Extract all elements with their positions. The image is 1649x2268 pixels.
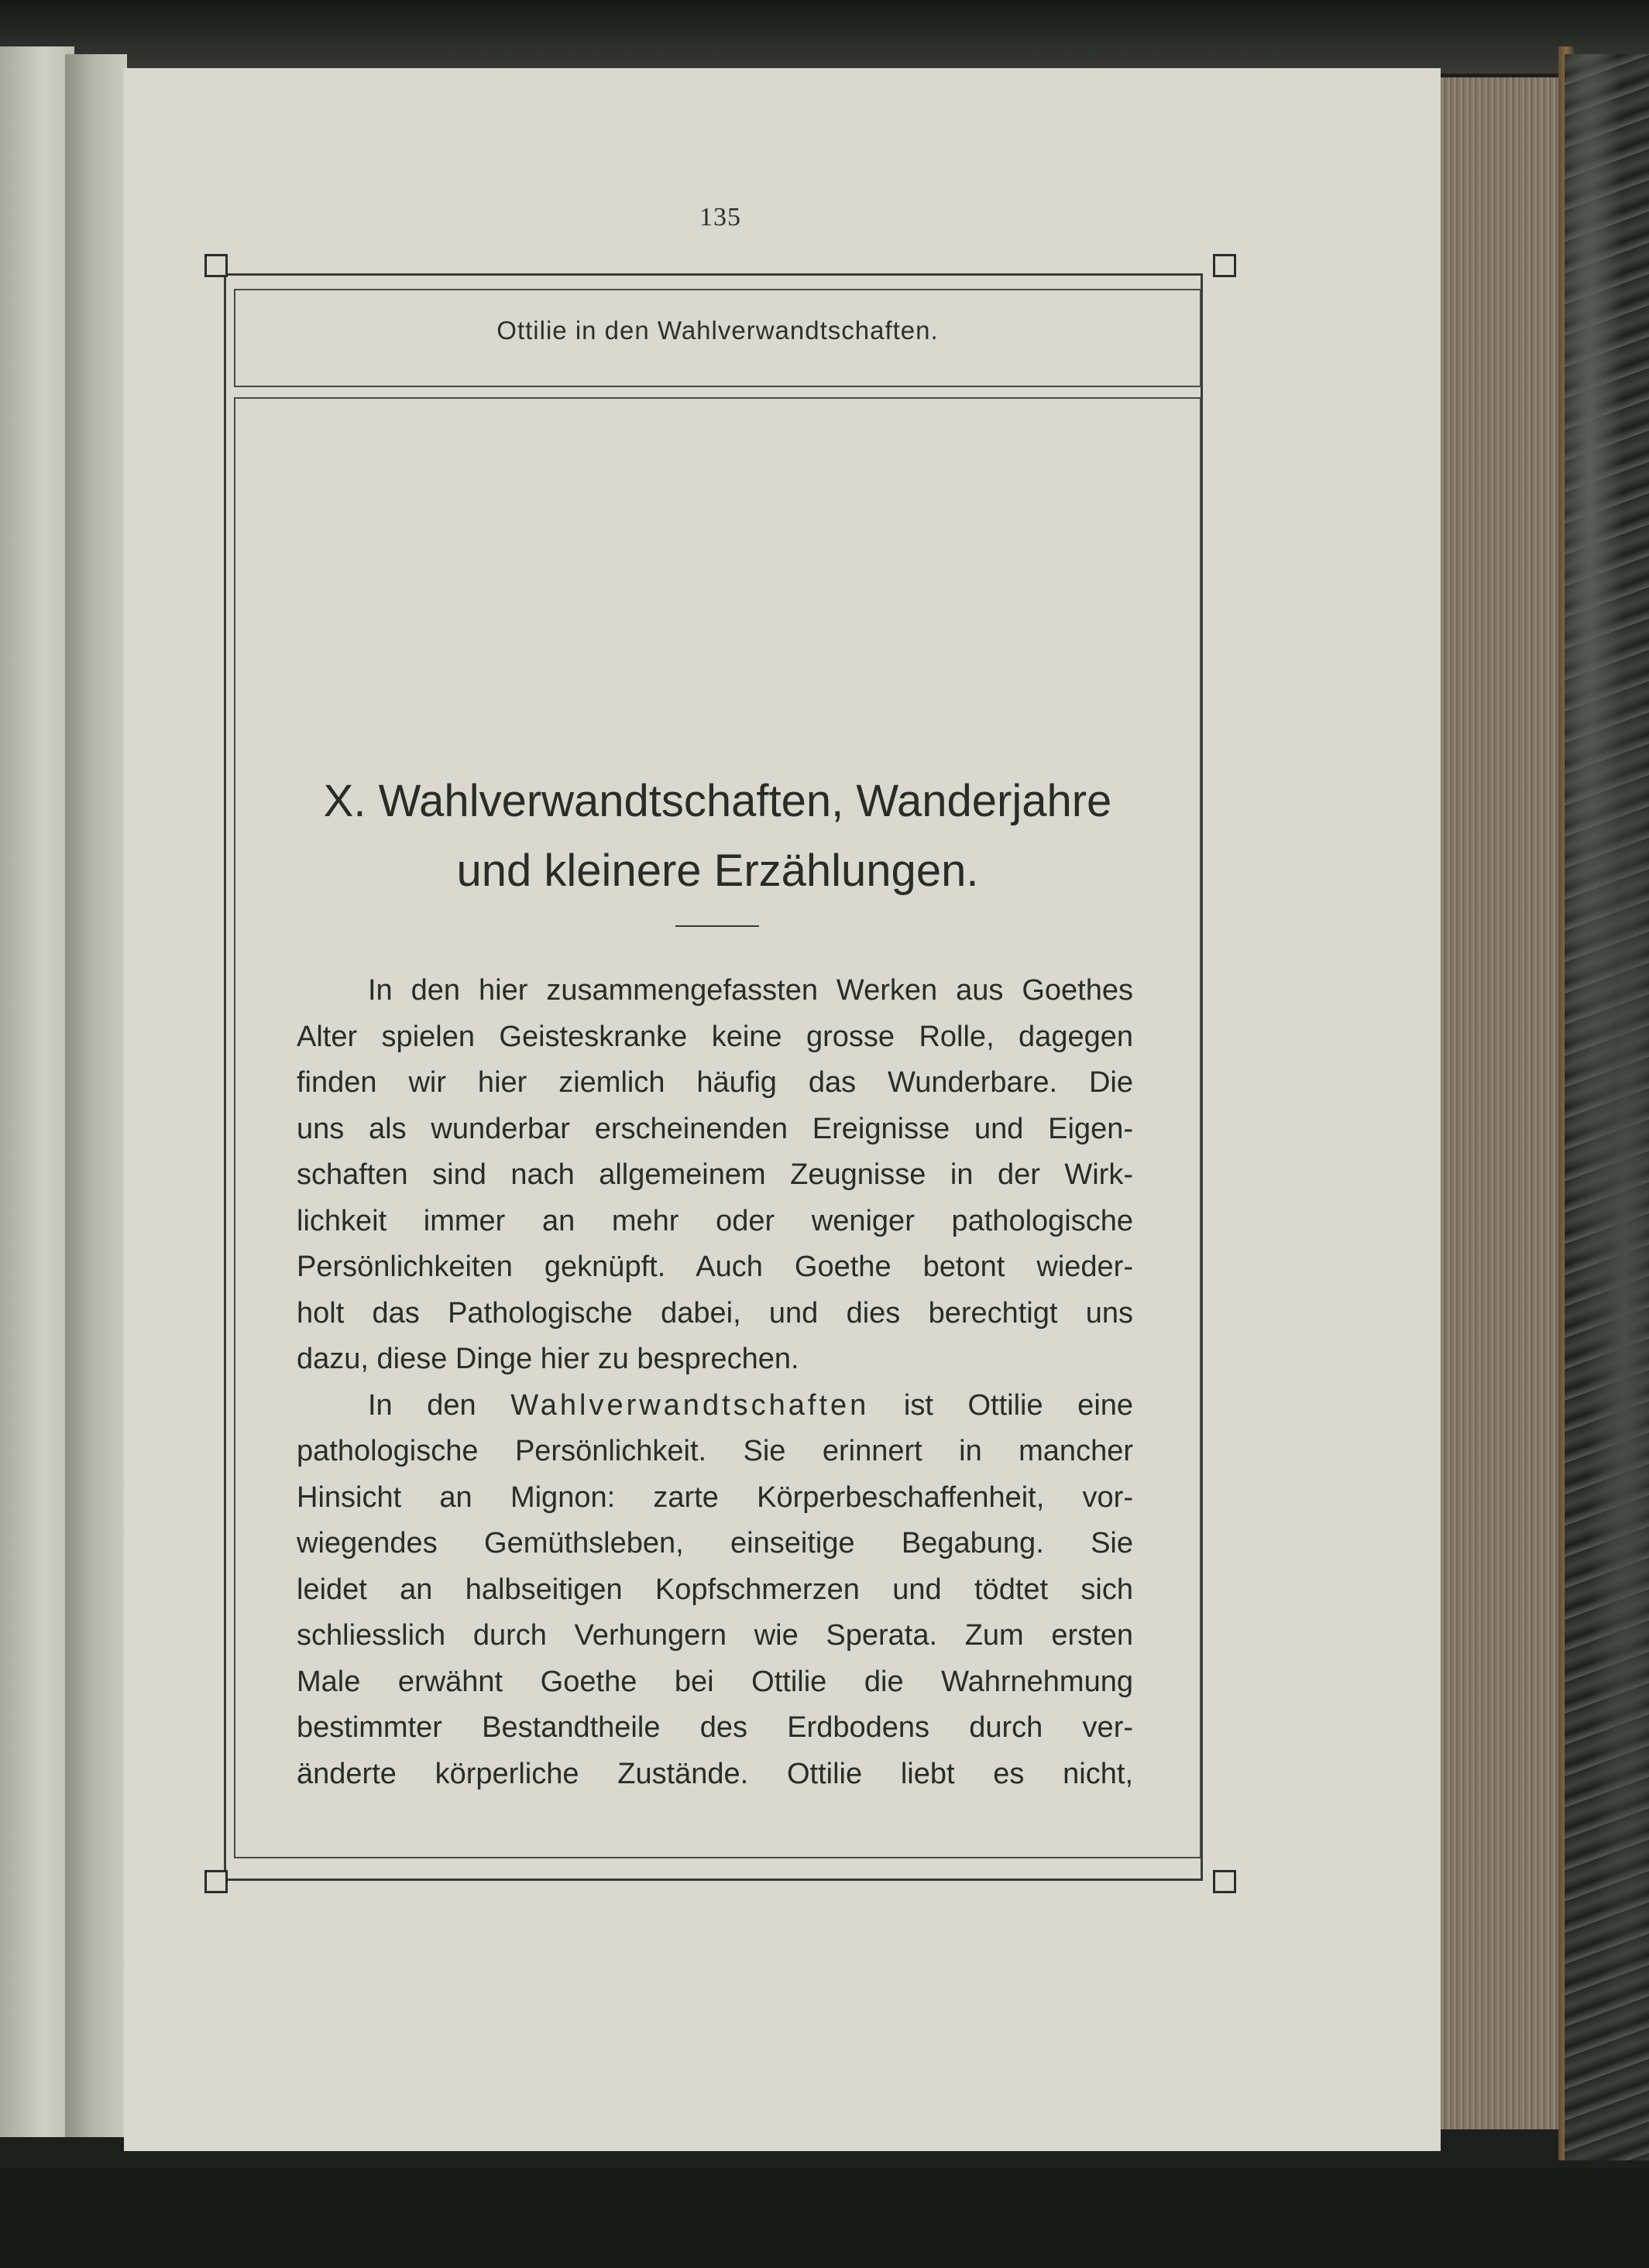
text-line: Hinsicht an Mignon: zarte Körperbeschaffenheit, vor-: [297, 1481, 1133, 1514]
frame-corner-bottom-right: [1213, 1870, 1236, 1893]
text-line: bestimmter Bestandtheile des Erdbodens durch ver-: [297, 1711, 1133, 1744]
book-gutter: [65, 54, 127, 2137]
chapter-divider-rule: [675, 925, 759, 927]
text-line: dazu, diese Dinge hier zu besprechen.: [297, 1343, 799, 1375]
frame-corner-top-right: [1213, 254, 1236, 277]
lead-in: In den: [368, 1388, 476, 1422]
page-number: 135: [699, 203, 741, 232]
binding-top-edge: [0, 0, 1649, 74]
text-line: schaften sind nach allgemeinem Zeugnisse in der Wirk-: [297, 1158, 1133, 1191]
page-fore-edge: [1434, 77, 1568, 2129]
body-text: [297, 968, 1133, 1797]
text-line: Persönlichkeiten geknüpft. Auch Goethe betont wieder-: [297, 1251, 1133, 1283]
chapter-title: [234, 767, 1201, 906]
text-line: holt das Pathologische dabei, und dies berechtigt uns: [297, 1296, 1133, 1330]
running-head: Ottilie in den Wahlverwandtschaften.: [496, 316, 939, 345]
text-line: Alter spielen Geisteskranke keine grosse Rolle, dagegen: [297, 1020, 1133, 1053]
marbled-cover: [1565, 54, 1649, 2160]
emphasized-title: Wahlverwandtschaften: [510, 1388, 870, 1422]
text-line: uns als wunderbar erscheinenden Ereignisse und Eigen-: [297, 1112, 1133, 1145]
text-line-with-emphasis: [297, 1383, 1133, 1429]
text-line: leidet an halbseitigen Kopfschmerzen und tödtet sich: [297, 1573, 1133, 1606]
scan-bottom-edge: [0, 2168, 1649, 2268]
text-line: In den hier zusammengefassten Werken aus Goethes: [368, 974, 1133, 1007]
lead-tail: ist Ottilie eine: [903, 1388, 1134, 1422]
frame-corner-bottom-left: [204, 1870, 228, 1893]
text-line: lichkeit immer an mehr oder weniger pathologische: [297, 1204, 1133, 1237]
chapter-title-line-2: und kleinere Erzählungen.: [456, 846, 979, 896]
paragraph-1: [297, 968, 1133, 1383]
frame-corner-top-left: [204, 254, 228, 277]
text-line: schliesslich durch Verhungern wie Sperata. Zum ersten: [297, 1619, 1133, 1652]
text-line: änderte körperliche Zustände. Ottilie liebt es nicht,: [297, 1757, 1133, 1790]
text-line: pathologische Persönlichkeit. Sie erinnert in mancher: [297, 1435, 1133, 1467]
paragraph-2: [297, 1383, 1133, 1798]
text-line: wiegendes Gemüthsleben, einseitige Begabung. Sie: [297, 1527, 1133, 1559]
text-line: finden wir hier ziemlich häufig das Wunderbare. Die: [297, 1066, 1133, 1099]
text-line: Male erwähnt Goethe bei Ottilie die Wahrnehmung: [297, 1665, 1133, 1698]
chapter-title-line-1: X. Wahlverwandtschaften, Wanderjahre: [323, 776, 1112, 826]
left-page-edge: [0, 46, 74, 2137]
